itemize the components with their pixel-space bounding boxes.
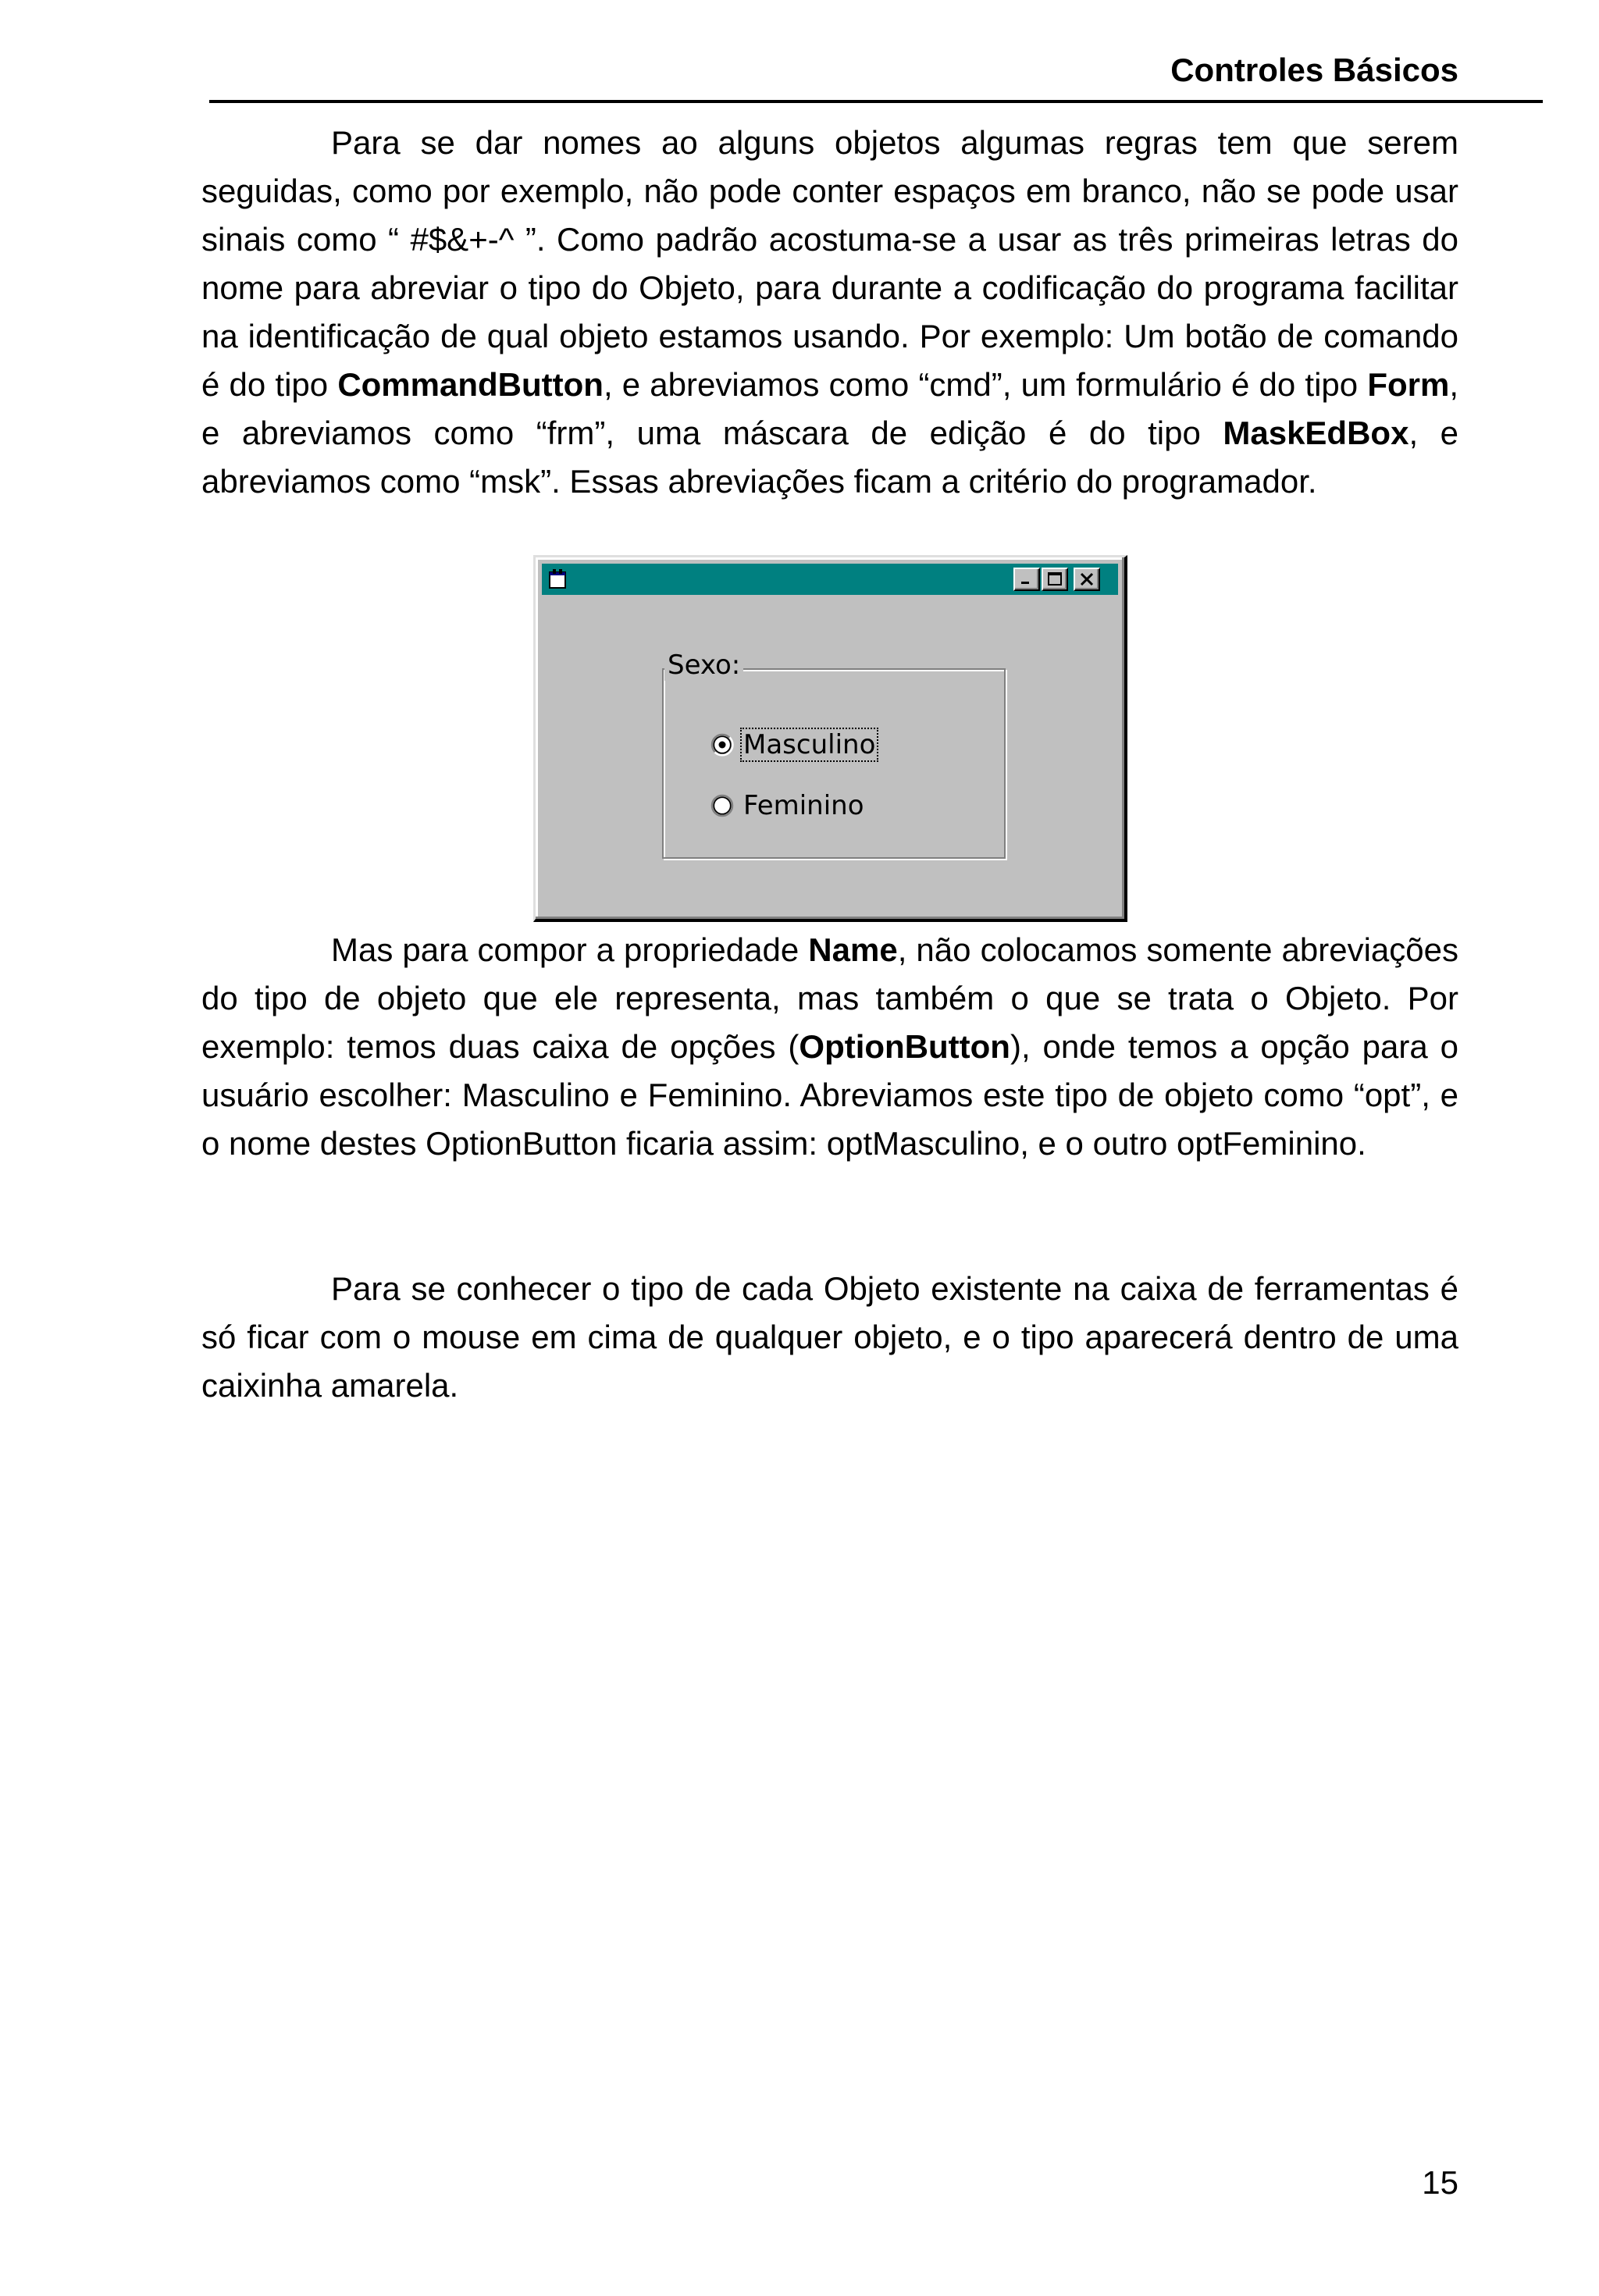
paragraph-text: ), onde temos a opção para o usuário escolher: Masculino e Feminino. Abreviamos este tipo de objeto como “opt”, e o nome destes OptionButton ficaria assim: optMasculino, e o outro optFeminino. (201, 1028, 1458, 1162)
option-feminino-label: Feminino (743, 790, 864, 821)
form-app-icon (548, 569, 568, 589)
radio-selected-icon[interactable] (710, 733, 734, 756)
paragraph-text: , e abreviamos como “cmd”, um formulário é do tipo (603, 366, 1368, 403)
paragraph-text: , e abreviamos como “frm”, uma máscara de edição é do tipo (201, 366, 1458, 451)
paragraph-toolbox-tip (201, 1265, 1458, 1410)
maximize-icon (1047, 572, 1063, 586)
bold-term-name: Name (808, 931, 898, 968)
bold-term-optionbutton: OptionButton (799, 1028, 1010, 1065)
page-number: 15 (1422, 2164, 1458, 2201)
bold-term-form: Form (1367, 366, 1450, 403)
paragraph-text: , não colocamos somente abreviações do tipo de objeto que ele representa, mas também o que se trata o Objeto. Por exemplo: temos duas caixa de opções ( (201, 931, 1459, 1065)
close-icon (1079, 572, 1095, 586)
paragraph-text: , e abreviamos como “msk”. Essas abreviações ficam a critério do programador. (201, 415, 1458, 500)
minimize-icon (1019, 572, 1035, 586)
option-masculino-label: Masculino (743, 729, 876, 760)
maximize-button[interactable] (1042, 568, 1068, 591)
paragraph-naming-rules (201, 119, 1458, 506)
paragraph-text: Para se conhecer o tipo de cada Objeto existente na caixa de ferramentas é só ficar com o mouse em cima de qualquer objeto, e o tipo aparecerá dentro de uma caixinha amarela. (201, 1270, 1458, 1404)
minimize-button[interactable] (1013, 568, 1040, 591)
option-masculino[interactable] (710, 728, 877, 762)
radio-unselected-icon[interactable] (710, 794, 734, 817)
option-feminino[interactable] (710, 788, 866, 823)
close-button[interactable] (1074, 568, 1100, 591)
bold-term-commandbutton: CommandButton (337, 366, 604, 403)
header-rule (209, 100, 1543, 103)
paragraph-text: Mas para compor a propriedade (331, 931, 809, 968)
vb-form-window (533, 555, 1127, 922)
sexo-frame-caption: Sexo: (664, 650, 743, 681)
sexo-frame (662, 668, 1006, 859)
paragraph-name-property (201, 926, 1458, 1168)
running-header: Controles Básicos (1170, 52, 1458, 88)
bold-term-maskedbox: MaskEdBox (1223, 415, 1409, 451)
vb-title-bar (542, 564, 1118, 595)
paragraph-text: Para se dar nomes ao alguns objetos algumas regras tem que serem seguidas, como por exemplo, não pode conter espaços em branco, não se pode usar sinais como “ #$&+-^ ”. Como padrão acostuma-se a usar as três primeiras letras do nome para abreviar o tipo do Objeto, para durante a codificação do programa facilitar na identificação de qual objeto estamos usando. Por exemplo: Um botão de comando é do tipo (201, 124, 1458, 403)
